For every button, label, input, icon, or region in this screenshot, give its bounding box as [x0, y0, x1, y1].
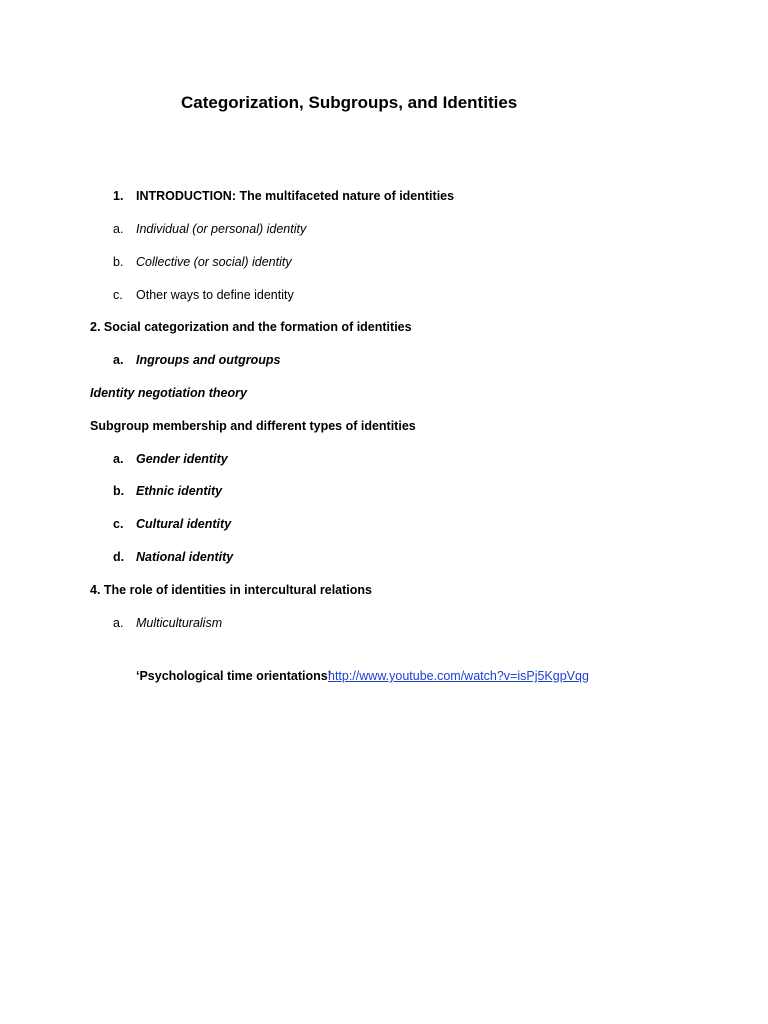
list-marker: c.: [113, 517, 124, 531]
list-marker: a.: [113, 616, 124, 630]
list-marker: a.: [113, 452, 124, 466]
youtube-link[interactable]: http://www.youtube.com/watch?v=isPj5KgpVqg: [328, 669, 589, 683]
section-1-heading: INTRODUCTION: The multifaceted nature of identities: [136, 189, 455, 203]
list-item-other-ways: Other ways to define identity: [136, 288, 294, 302]
list-marker: d.: [113, 550, 125, 564]
list-item-gender-identity: Gender identity: [136, 452, 228, 466]
list-marker: a.: [113, 353, 124, 367]
list-item-individual-identity: Individual (or personal) identity: [136, 222, 307, 236]
list-marker: b.: [113, 484, 125, 498]
list-marker: a.: [113, 222, 124, 236]
section-4-heading: 4. The role of identities in intercultural relations: [90, 583, 372, 597]
list-item-ingroups-outgroups: Ingroups and outgroups: [136, 353, 281, 367]
list-marker: b.: [113, 255, 124, 269]
section-2-heading: 2. Social categorization and the formation of identities: [90, 320, 412, 334]
list-item-collective-identity: Collective (or social) identity: [136, 255, 292, 269]
identity-negotiation-theory: Identity negotiation theory: [90, 386, 247, 400]
list-item-cultural-identity: Cultural identity: [136, 517, 232, 531]
section-3-heading: Subgroup membership and different types of identities: [90, 419, 416, 433]
list-item-multiculturalism: Multiculturalism: [136, 616, 223, 630]
list-item-ethnic-identity: Ethnic identity: [136, 484, 223, 498]
section-1-number: 1.: [113, 189, 124, 203]
list-marker: c.: [113, 288, 123, 302]
video-label: ‘Psychological time orientations’: [136, 669, 332, 683]
page-title: Categorization, Subgroups, and Identities: [181, 93, 518, 112]
list-item-national-identity: National identity: [136, 550, 234, 564]
